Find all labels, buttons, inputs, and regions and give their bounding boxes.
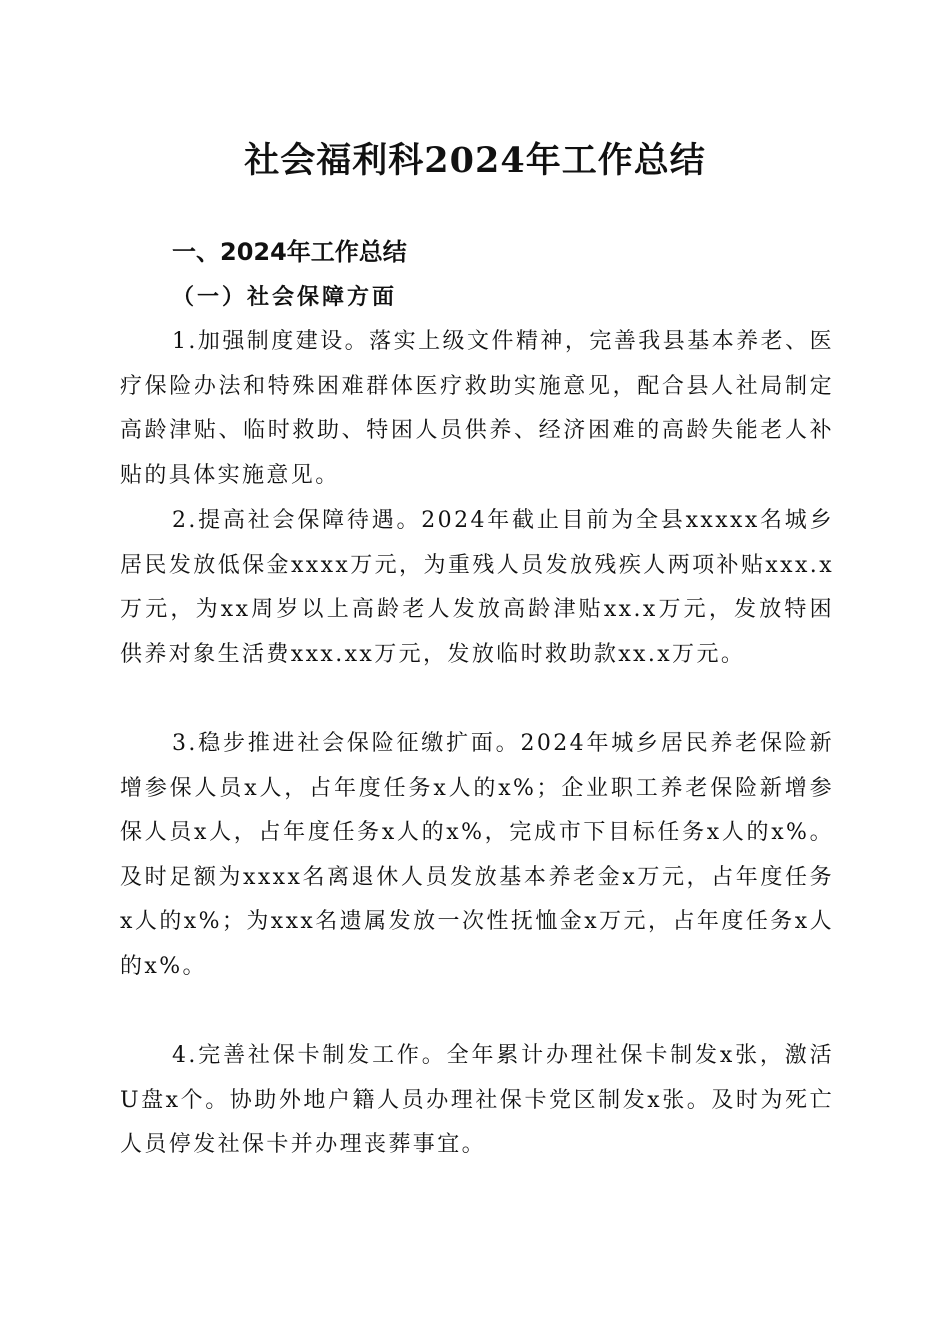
subsection-heading: （一）社会保障方面 (172, 285, 398, 310)
paragraph-security-benefits: 2.提高社会保障待遇。2024年截止目前为全县xxxxx名城乡居民发放低保金xxxx万元，为重残人员发放残疾人两项补贴xxx.x万元，为xx周岁以上高龄老人发放高龄津贴xx.x万元，发放特困供养对象生活费xxx.xx万元，发放临时救助款xx.x万元。 (120, 508, 834, 667)
paragraph-insurance-expansion: 3.稳步推进社会保险征缴扩面。2024年城乡居民养老保险新增参保人员x人，占年度任务x人的x%；企业职工养老保险新增参保人员x人，占年度任务x人的x%，完成市下目标任务x人的x%。及时足额为xxxx名离退休人员发放基本养老金x万元，占年度任务x人的x%；为xxx名遗属发放一次性抚恤金x万元，占年度任务x人的x%。 (120, 731, 834, 979)
paragraph-institution-building: 1.加强制度建设。落实上级文件精神，完善我县基本养老、医疗保险办法和特殊困难群体医疗救助实施意见，配合县人社局制定高龄津贴、临时救助、特困人员供养、经济困难的高龄失能老人补贴的具体实施意见。 (120, 329, 834, 488)
document-title: 社会福利科2024年工作总结 (244, 140, 706, 181)
paragraph-social-security-card: 4.完善社保卡制发工作。全年累计办理社保卡制发x张，激活U盘x个。协助外地户籍人员办理社保卡党区制发x张。及时为死亡人员停发社保卡并办理丧葬事宜。 (120, 1043, 834, 1158)
section-heading: 一、2024年工作总结 (172, 238, 407, 266)
